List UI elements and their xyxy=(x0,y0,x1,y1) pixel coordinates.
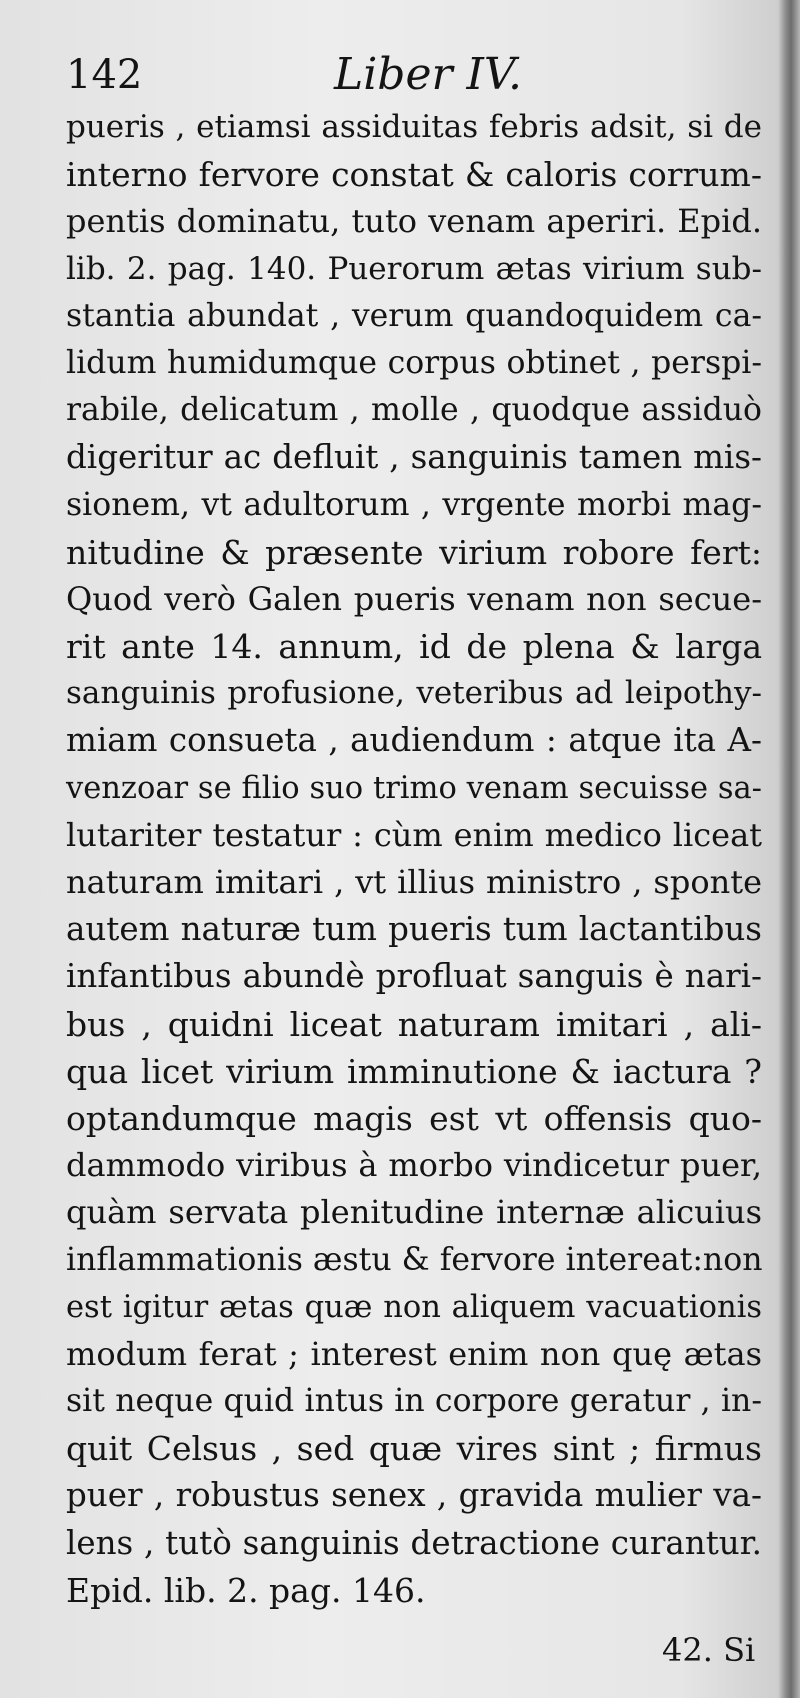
text-line: miam consueta , audiendum : atque ita A- xyxy=(66,721,762,760)
text-line: inflammationis æstu & fervore intereat:non xyxy=(66,1241,763,1278)
text-line: nitudine & præsente virium robore fert: xyxy=(66,532,762,572)
text-line: pueris , etiamsi assiduitas febris adsit, si de xyxy=(66,109,762,145)
text-line: naturam imitari , vt illius ministro , sponte xyxy=(66,863,762,901)
text-line: lutariter testatur : cùm enim medico liceat xyxy=(66,815,762,854)
citation-line: Epid. lib. 2. pag. 146. xyxy=(66,1570,426,1610)
text-line: autem naturæ tum pueris tum lactantibus xyxy=(66,910,762,949)
text-line: stantia abundat , verum quandoquidem ca- xyxy=(66,297,762,334)
text-line: dammodo viribus à morbo vindicetur puer, xyxy=(66,1146,762,1185)
text-line: interno fervore constat & caloris corrum- xyxy=(66,155,762,195)
text-line: quit Celsus , sed quæ vires sint ; firmus xyxy=(66,1429,762,1469)
page-edge-shadow xyxy=(778,0,800,1698)
text-line: modum ferat ; interest enim non quę ætas xyxy=(66,1334,762,1373)
text-line: est igitur ætas quæ non aliquem vacuationis xyxy=(66,1289,762,1325)
catchword: 42. Si xyxy=(662,1631,756,1669)
text-line: pentis dominatu, tuto venam aperiri. Epid. xyxy=(66,202,762,241)
text-line: sit neque quid intus in corpore geratur , in- xyxy=(66,1383,762,1420)
page-number: 142 xyxy=(66,52,143,98)
running-head: Liber IV. xyxy=(334,49,522,100)
text-line: digeritur ac defluit , sanguinis tamen mis- xyxy=(66,438,762,477)
page-header xyxy=(66,50,756,100)
text-line: qua licet virium imminutione & iactura ? xyxy=(66,1051,762,1091)
text-line: puer , robustus senex , gravida mulier va- xyxy=(66,1476,762,1515)
text-line: sanguinis profusione, veteribus ad leipothy- xyxy=(66,675,762,712)
text-line: sionem, vt adultorum , vrgente morbi mag- xyxy=(66,486,762,523)
text-line: optandumque magis est vt offensis quo- xyxy=(66,1098,762,1138)
text-line: venzoar se filio suo trimo venam secuisse sa- xyxy=(66,770,762,806)
text-line: lens , tutò sanguinis detractione curantur. xyxy=(66,1523,762,1562)
text-line: infantibus abundè profluat sanguis è nari- xyxy=(66,957,762,996)
text-line: bus , quidni liceat naturam imitari , ali- xyxy=(66,1004,762,1044)
text-line: Quod verò Galen pueris venam non secue- xyxy=(66,579,762,618)
text-line: quàm servata plenitudine internæ alicuius xyxy=(66,1193,762,1232)
text-line: lidum humidumque corpus obtinet , perspi- xyxy=(66,344,762,381)
text-line: rit ante 14. annum, id de plena & larga xyxy=(66,627,762,667)
text-line: rabile, delicatum , molle , quodque assiduò xyxy=(66,392,762,429)
text-line: lib. 2. pag. 140. Puerorum ætas virium sub- xyxy=(66,250,762,287)
body-text xyxy=(66,104,762,1624)
